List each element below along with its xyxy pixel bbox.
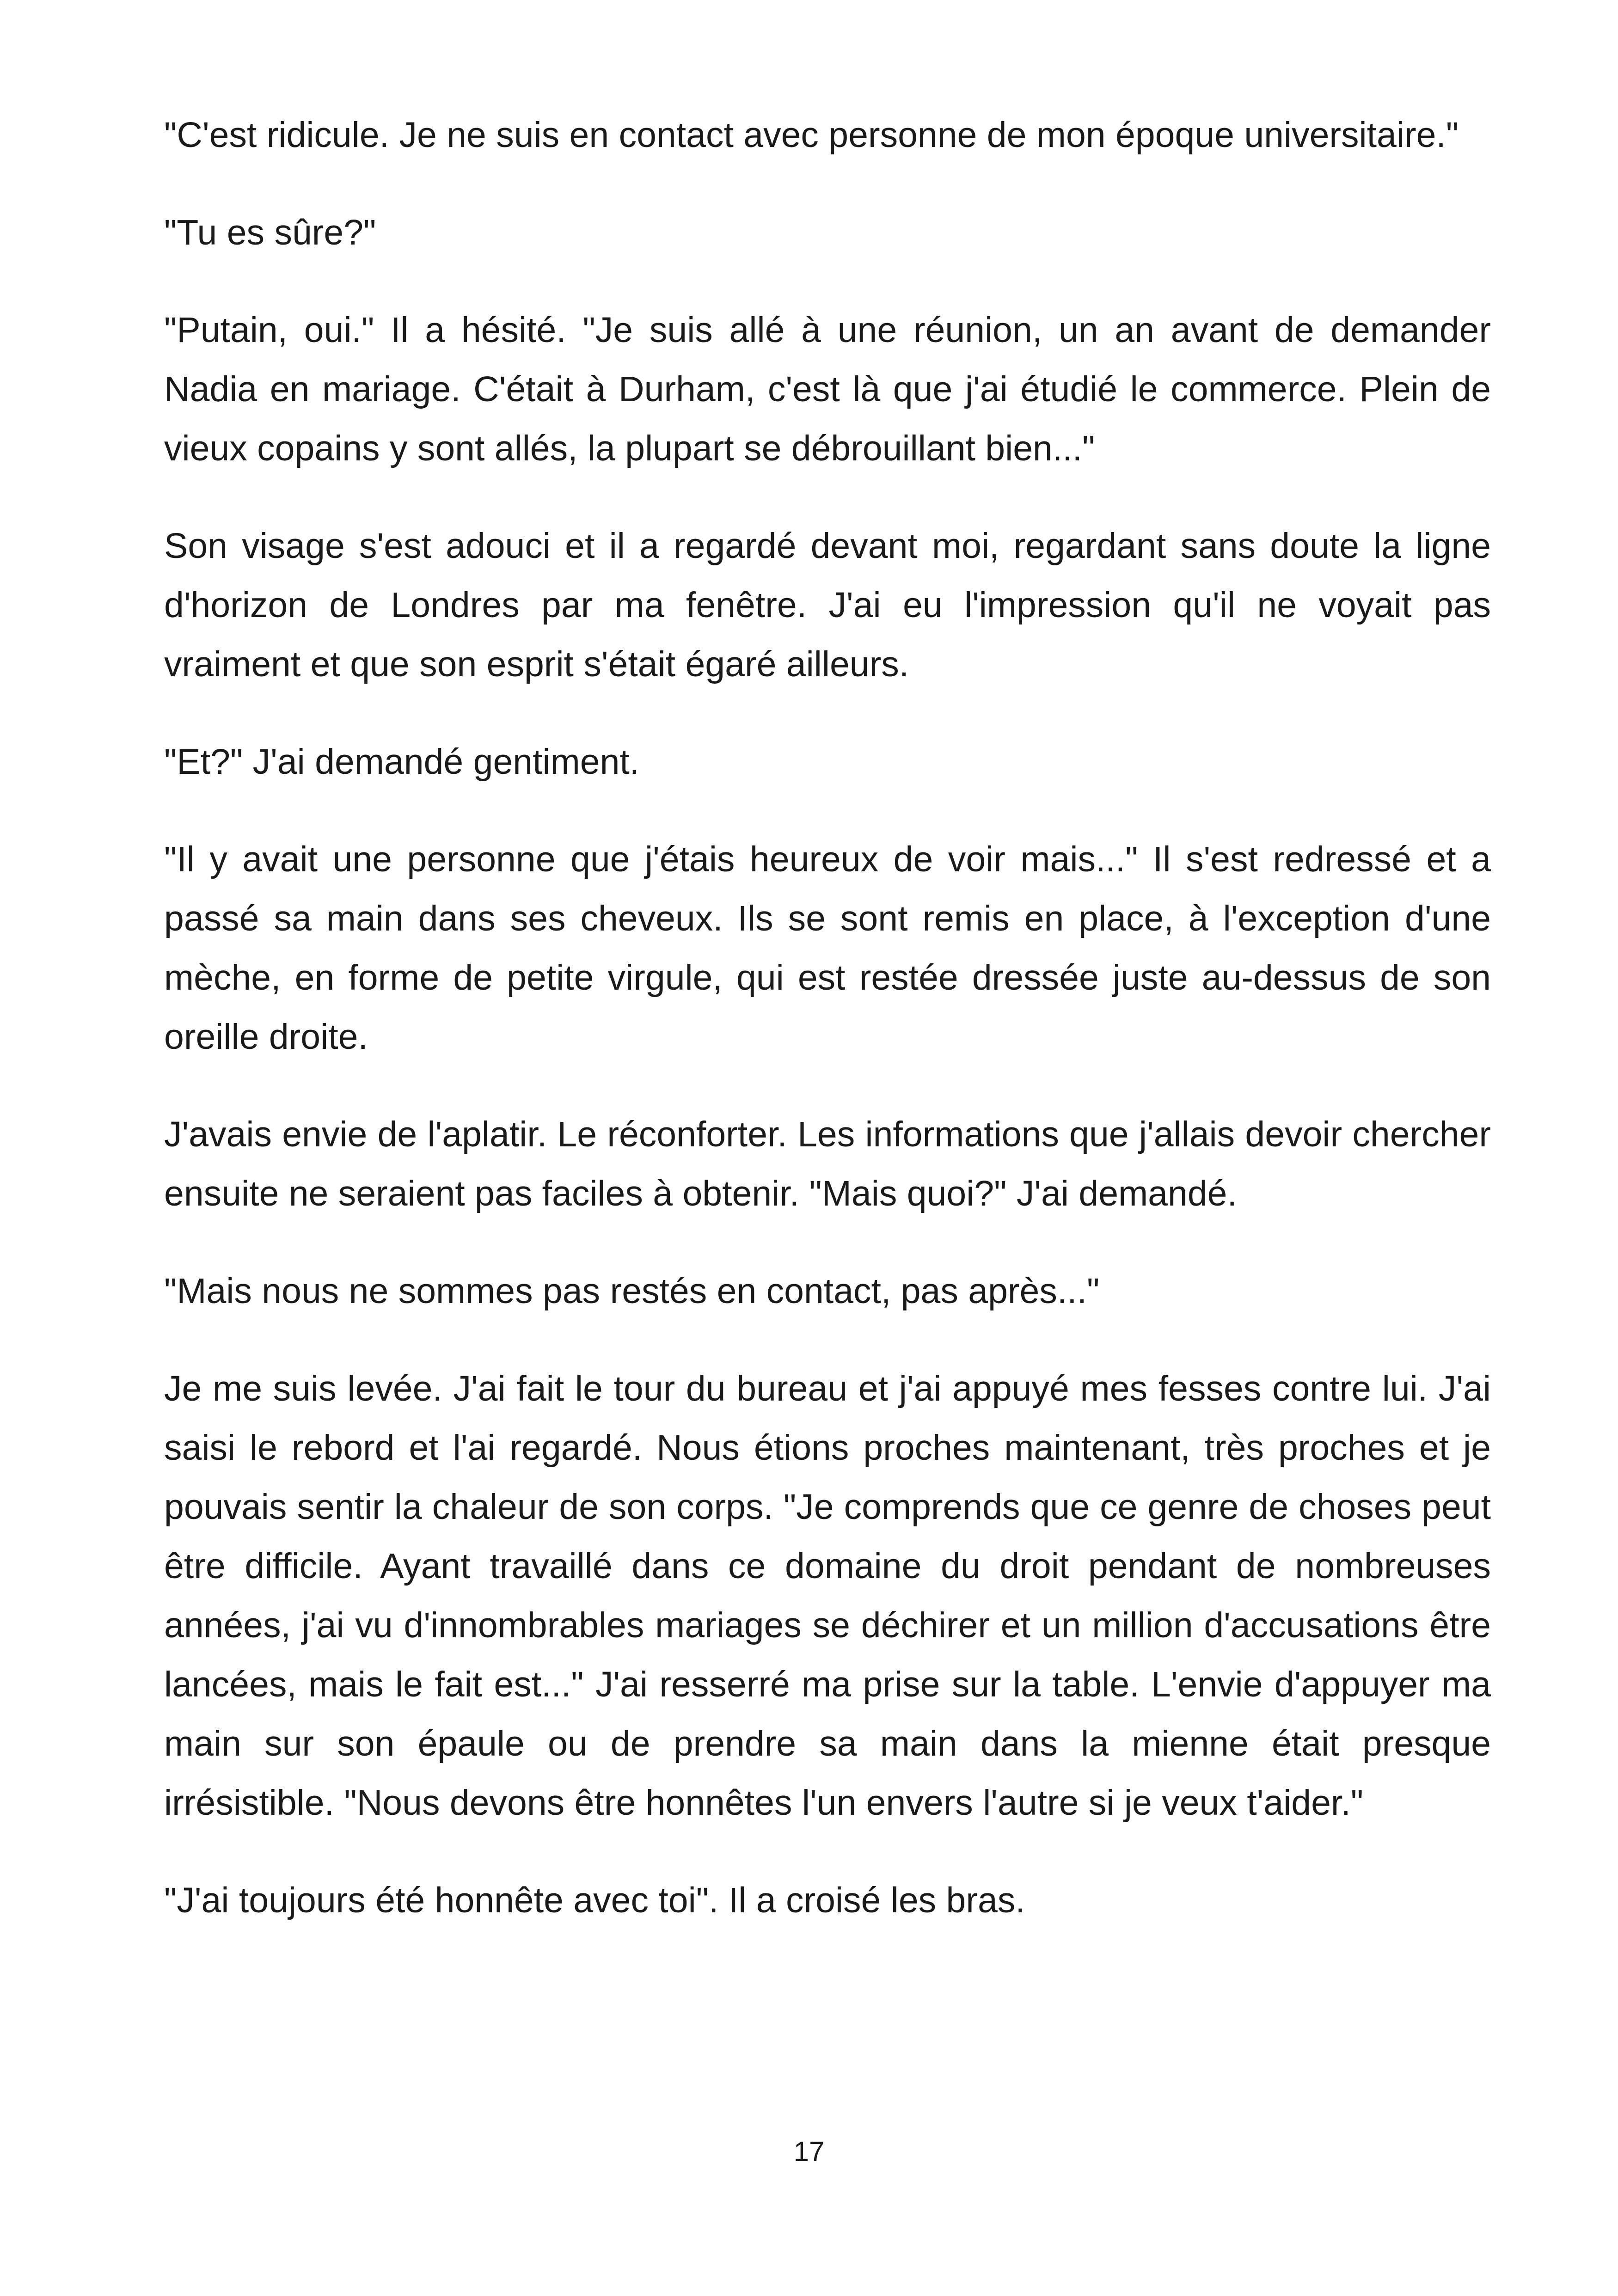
paragraph: "Il y avait une personne que j'étais heureux de voir mais..." Il s'est redressé et a passé sa main dans ses cheveux. Ils se sont remis en place, à l'exception d'une mèche, en forme de petite virgule, qui est restée dressée juste au-dessus de son oreille droite.: [164, 839, 1491, 1057]
document-body: [164, 105, 1491, 1968]
paragraph: "Putain, oui." Il a hésité. "Je suis allé à une réunion, un an avant de demander Nadia en mariage. C'était à Durham, c'est là que j'ai étudié le commerce. Plein de vieux copains y sont allés, la plupart se débrouillant bien...": [164, 310, 1491, 468]
paragraph: J'avais envie de l'aplatir. Le réconforter. Les informations que j'allais devoir chercher ensuite ne seraient pas faciles à obtenir. "Mais quoi?" J'ai demandé.: [164, 1114, 1491, 1213]
paragraph: "Mais nous ne sommes pas restés en contact, pas après...": [164, 1271, 1100, 1311]
paragraph: "Tu es sûre?": [164, 213, 376, 252]
paragraph: "Et?" J'ai demandé gentiment.: [164, 742, 640, 782]
paragraph: Son visage s'est adouci et il a regardé devant moi, regardant sans doute la ligne d'horizon de Londres par ma fenêtre. J'ai eu l'impression qu'il ne voyait pas vraiment et que son esprit s'était égaré ailleurs.: [164, 526, 1491, 684]
paragraph: Je me suis levée. J'ai fait le tour du bureau et j'ai appuyé mes fesses contre lui. J'ai saisi le rebord et l'ai regardé. Nous étions proches maintenant, très proches et je pouvais sentir la chaleur de son corps. "Je comprends que ce genre de choses peut être difficile. Ayant travaillé dans ce domaine du droit pendant de nombreuses années, j'ai vu d'innombrables mariages se déchirer et un million d'accusations être lancées, mais le fait est..." J'ai resserré ma prise sur la table. L'envie d'appuyer ma main sur son épaule ou de prendre sa main dans la mienne était presque irrésistible. "Nous devons être honnêtes l'un envers l'autre si je veux t'aider.": [164, 1369, 1491, 1823]
paragraph: "C'est ridicule. Je ne suis en contact avec personne de mon époque universitaire.": [164, 115, 1459, 155]
page-number: 17: [793, 2136, 825, 2167]
paragraph: "J'ai toujours été honnête avec toi". Il a croisé les bras.: [164, 1880, 1025, 1920]
